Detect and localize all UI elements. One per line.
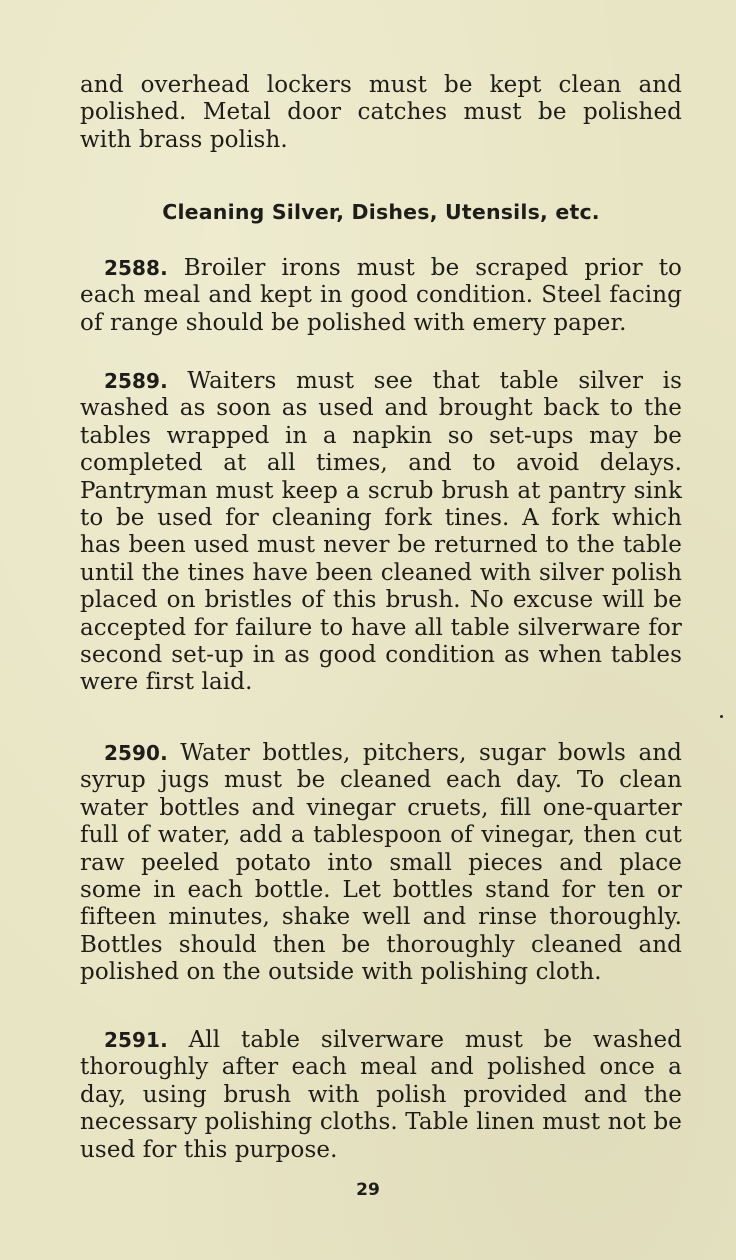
paragraph-text: Water bottles, pitchers, sugar bowls and syrup jugs must be cleaned each day. To clean water bottles and vinegar cruets, fill one-quarter full of water, add a tablespoon of vinegar, then cut raw peeled potato into small pieces and place some in each bottle. Let bottles stand for ten or fifteen minutes, shake well and rinse thoroughly. Bottles should then be thoroughly cleaned and polished on the outside with polishing cloth. [80, 740, 682, 986]
intro-text: and overhead lockers must be kept clean and polished. Metal door catches must be polished with brass polish. [80, 72, 682, 153]
paragraph-2589 [80, 368, 682, 697]
intro-paragraph [80, 72, 682, 154]
paragraph-number: 2588. [104, 256, 168, 280]
paragraph-text: Waiters must see that table silver is washed as soon as used and brought back to the tables wrapped in a napkin so set-ups may be completed at all times, and to avoid delays. Pantryman must keep a scrub brush at pantry sink to be used for cleaning fork tines. A fork which has been used must never be returned to the table until the tines have been cleaned with silver polish placed on bristles of this brush. No excuse will be accepted for failure to have all table silverware for second set-up in as good condition as when tables were first laid. [80, 368, 682, 696]
paragraph-number: 2591. [104, 1028, 168, 1052]
paragraph-number: 2589. [104, 369, 168, 393]
page-number: 29 [356, 1180, 380, 1200]
paragraph-2591 [80, 1027, 682, 1164]
paragraph-2588 [80, 255, 682, 337]
paragraph-number: 2590. [104, 741, 168, 765]
paragraph-text: Broiler irons must be scraped prior to each meal and kept in good condition. Steel facing of range should be polished with emery paper. [80, 255, 683, 336]
paragraph-2590 [80, 740, 682, 987]
section-heading: Cleaning Silver, Dishes, Utensils, etc. [162, 200, 600, 224]
ink-speck [720, 715, 723, 718]
paragraph-text: All table silverware must be washed thoroughly after each meal and polished once a day, using brush with polish provided and the necessary polishing cloths. Table linen must not be used for this purpose. [80, 1027, 682, 1163]
